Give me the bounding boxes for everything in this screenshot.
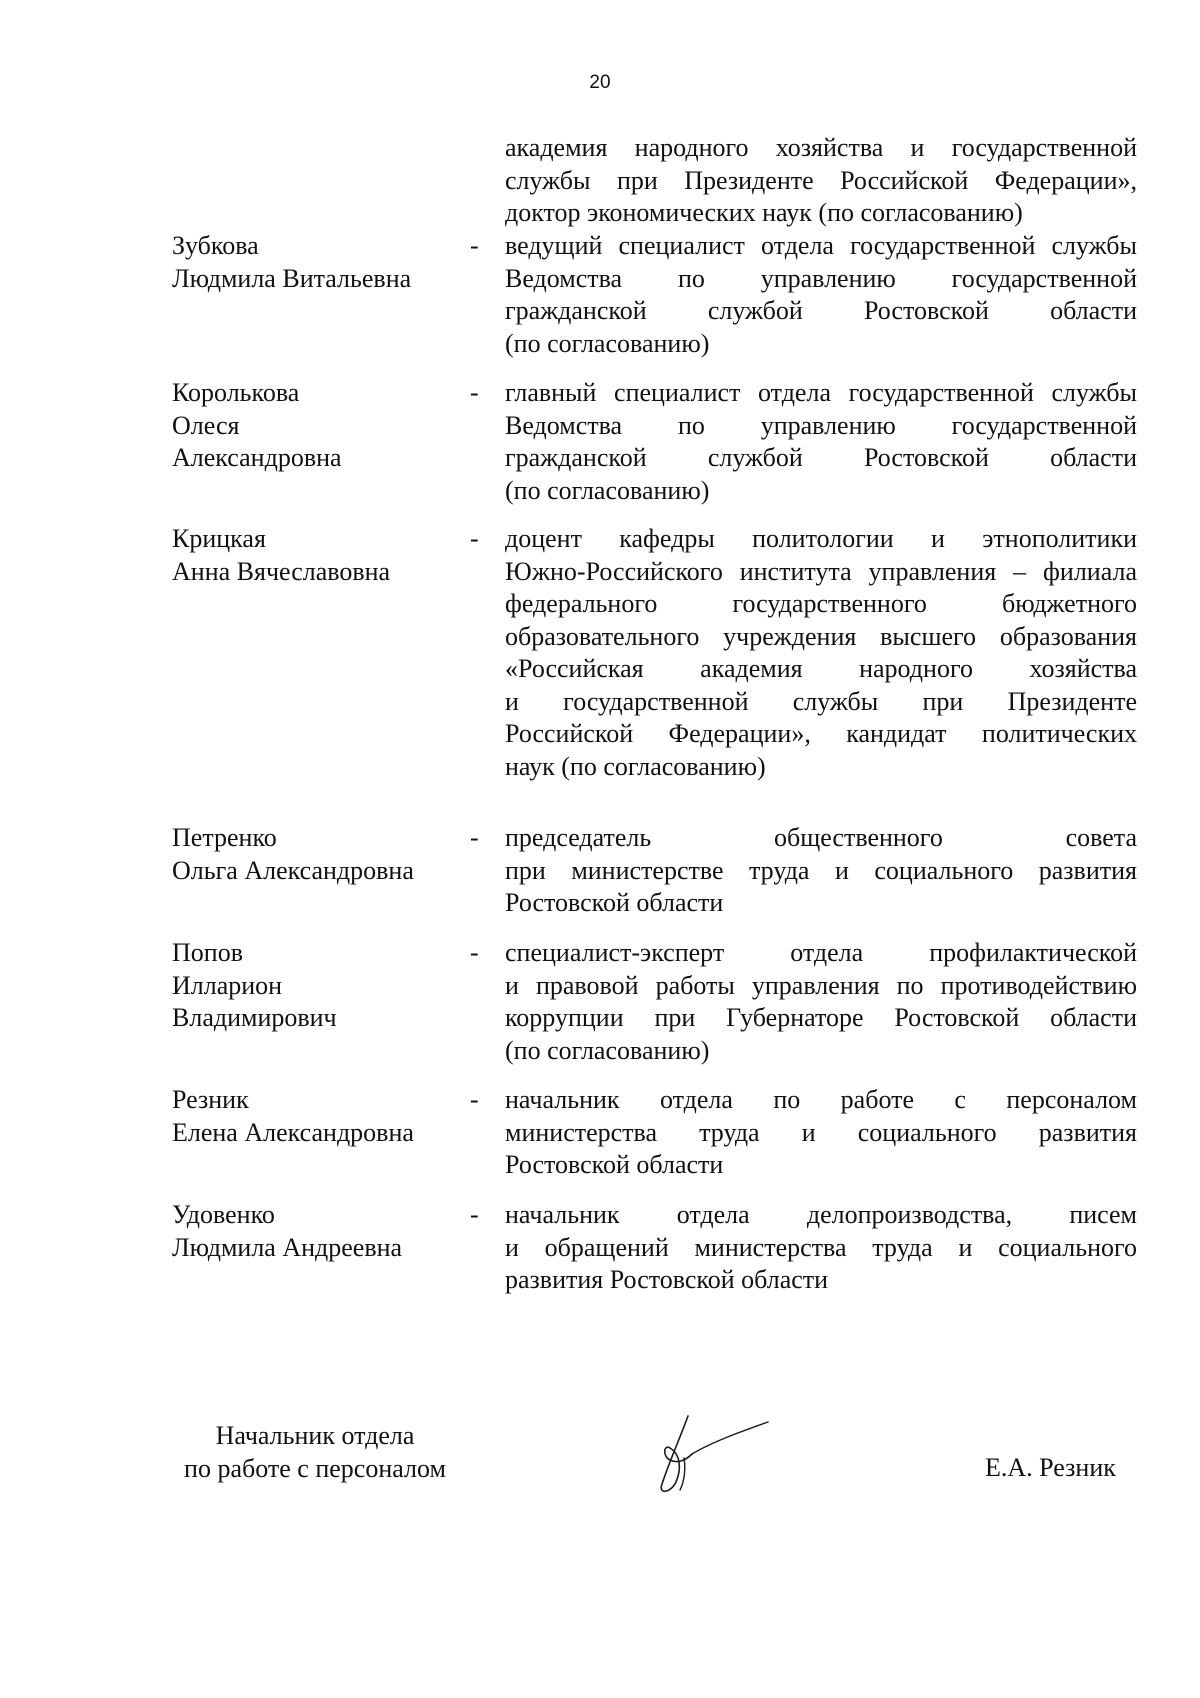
description-line: главный специалист отдела государственной службы [505, 378, 1137, 407]
member-given-names: Ольга Александровна [172, 855, 414, 885]
description-line: наук (по согласованию) [505, 751, 766, 781]
member-name [172, 377, 462, 475]
description-line: и обращений министерства труда и социального [505, 1232, 1137, 1262]
signatory-title-line: по работе с персоналом [184, 1453, 446, 1483]
description-line: Ведомства по управлению государственной [505, 263, 1137, 293]
description-line: гражданской службой Ростовской области [505, 296, 1137, 325]
member-name [172, 523, 462, 588]
member-surname: Крицкая [172, 524, 266, 553]
handwritten-signature-icon [640, 1398, 780, 1498]
member-dash: - [470, 524, 479, 553]
description-line: коррупции при Губернаторе Ростовской области [505, 1003, 1137, 1032]
description-line: при министерстве труда и социального развития [505, 855, 1137, 885]
member-given-names: Илларион [172, 970, 283, 1000]
member-surname: Резник [172, 1085, 249, 1114]
member-surname: Королькова [172, 378, 300, 407]
member-name [172, 937, 462, 1035]
member-surname: Попов [172, 938, 243, 967]
description-line: (по согласованию) [505, 1035, 710, 1065]
description-line: Ростовской области [505, 1150, 724, 1179]
description-line: гражданской службой Ростовской области [505, 443, 1137, 472]
description-line: Ведомства по управлению государственной [505, 410, 1137, 440]
member-description [505, 377, 1137, 507]
member-given-names: Анна Вячеславовна [172, 556, 391, 586]
member-surname: Петренко [172, 823, 277, 852]
description-line: образовательного учреждения высшего образования [505, 621, 1137, 651]
member-given-names: Елена Александровна [172, 1117, 414, 1147]
page-number: 20 [589, 72, 611, 93]
member-description [505, 937, 1137, 1067]
member-name [172, 230, 462, 295]
signatory-name: Е.А. Резник [985, 1453, 1116, 1482]
description-line: и правовой работы управления по противодействию [505, 970, 1137, 1000]
description-line: и государственной службы при Президенте [505, 686, 1137, 716]
signatory-title-line: Начальник отдела [215, 1421, 415, 1450]
member-surname: Удовенко [172, 1200, 275, 1229]
description-line: начальник отдела делопроизводства, писем [505, 1200, 1137, 1229]
description-line: министерства труда и социального развития [505, 1117, 1137, 1147]
member-given-names: Людмила Витальевна [172, 263, 412, 293]
description-line: Южно-Российского института управления – филиала [505, 556, 1137, 586]
member-description [505, 1199, 1137, 1297]
member-description [505, 230, 1137, 360]
member-description [505, 822, 1137, 920]
member-given-names: Александровна [172, 443, 342, 472]
description-line: Ростовской области [505, 888, 724, 917]
description-line: (по согласованию) [505, 475, 710, 505]
member-description [505, 523, 1137, 783]
description-line: начальник отдела по работе с персоналом [505, 1085, 1137, 1114]
member-given-names: Олеся [172, 410, 240, 440]
member-name [172, 1084, 462, 1149]
member-dash: - [470, 1200, 479, 1229]
member-dash: - [470, 1085, 479, 1114]
description-line: (по согласованию) [505, 328, 710, 358]
intro-continuation [505, 132, 1137, 230]
description-line: «Российская академия народного хозяйства [505, 654, 1137, 683]
member-surname: Зубкова [172, 231, 259, 260]
description-line: ведущий специалист отдела государственной службы [505, 231, 1137, 260]
member-name [172, 822, 462, 887]
description-line: развития Ростовской области [505, 1265, 829, 1294]
member-dash: - [470, 938, 479, 967]
intro-line: академия народного хозяйства и государственной [505, 133, 1137, 162]
member-dash: - [470, 823, 479, 852]
member-description [505, 1084, 1137, 1182]
description-line: доцент кафедры политологии и этнополитики [505, 524, 1137, 553]
member-dash: - [470, 231, 479, 260]
member-dash: - [470, 378, 479, 407]
description-line: специалист-эксперт отдела профилактической [505, 938, 1137, 967]
member-given-names: Владимирович [172, 1003, 337, 1032]
intro-line: доктор экономических наук (по согласованию) [505, 198, 1023, 227]
member-given-names: Людмила Андреевна [172, 1232, 403, 1262]
intro-line: службы при Президенте Российской Федерации», [505, 165, 1137, 195]
description-line: федерального государственного бюджетного [505, 589, 1137, 618]
description-line: председатель общественного совета [505, 823, 1137, 852]
description-line: Российской Федерации», кандидат политических [505, 719, 1137, 748]
signatory-title [150, 1420, 480, 1485]
member-name [172, 1199, 462, 1264]
